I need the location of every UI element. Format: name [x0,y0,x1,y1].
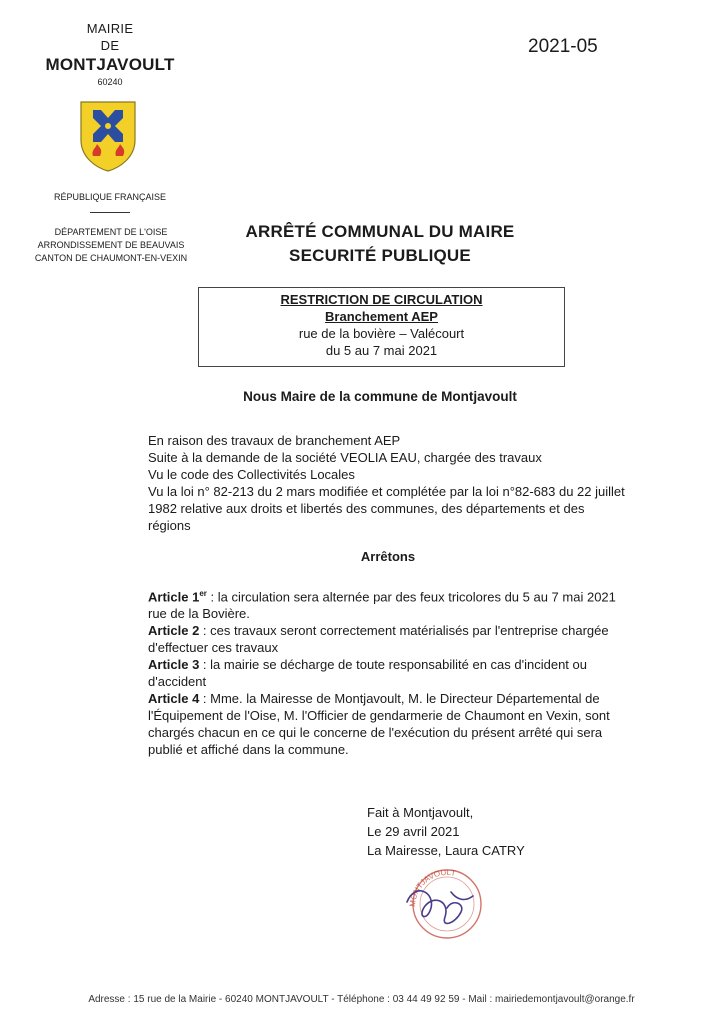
article-text: : ces travaux seront correctement matérialisés par l'entreprise chargée d'effectuer ces travaux [148,623,609,656]
mairie-header [30,20,190,88]
restriction-box [198,287,565,367]
mairie-de-label: DE [100,38,120,53]
page-title: ARRÊTÉ COMMUNAL DU MAIRE [245,222,515,241]
restriction-subheading: Branchement AEP [325,309,438,324]
signature-place: Fait à Montjavoult, [367,805,474,820]
article-4 [148,690,618,758]
considerant-item: En raison des travaux de branchement AEP [148,433,401,448]
restriction-heading: RESTRICTION DE CIRCULATION [280,292,483,307]
considerant-item: Suite à la demande de la société VEOLIA EAU, chargée des travaux [148,450,542,465]
coat-of-arms-icon [79,100,137,172]
signature-name: La Mairesse, Laura CATRY [367,843,525,858]
footer-address: Adresse : 15 rue de la Mairie - 60240 MONTJAVOULT - Téléphone : 03 44 49 92 59 - Mail : mairiedemontjavoult@orange.fr [88,994,635,1005]
arretons-heading: Arrêtons [360,549,416,564]
article-3 [148,656,618,690]
divider [90,212,130,213]
article-text: : la circulation sera alternée par des feux tricolores du 5 au 7 mai 2021 rue de la Bovière. [148,589,616,622]
article-label: Article 2 [148,623,200,639]
admin-block [28,226,194,265]
article-sup: er [199,589,207,598]
restriction-location: rue de la bovière – Valécourt [298,326,465,341]
official-stamp-icon [395,862,495,942]
article-1 [148,585,618,622]
mairie-label: MAIRIE [86,21,134,36]
zip-code: 60240 [97,77,123,87]
signature-date: Le 29 avril 2021 [367,824,460,839]
signature-block [367,803,597,860]
considerants [148,432,628,534]
article-label: Article 3 [148,657,200,673]
page-subtitle: SECURITÉ PUBLIQUE [289,246,471,265]
town-name: MONTJAVOULT [45,55,175,74]
stamp-text: MONTJAVOULT [407,867,457,908]
article-text: : Mme. la Mairesse de Montjavoult, M. le Directeur Départemental de l'Équipement de l'Oise, M. l'Officier de gendarmerie de Chaumont en Vexin, sont chargés chacun en ce qui le concerne de l'exécution du présent arrêté qui sera publié et affiché dans la commune. [148,691,610,758]
article-2 [148,622,618,656]
articles [148,585,618,758]
departement-label: DÉPARTEMENT DE L'OISE [54,227,168,237]
article-text: : la mairie se décharge de toute responsabilité en cas d'incident ou d'accident [148,657,587,690]
considerant-item: Vu le code des Collectivités Locales [148,467,355,482]
intro-line: Nous Maire de la commune de Montjavoult [243,389,517,404]
arrondissement-label: ARRONDISSEMENT DE BEAUVAIS [37,240,185,250]
article-label: Article 4 [148,691,200,707]
considerant-item: Vu la loi n° 82-213 du 2 mars modifiée et complétée par la loi n°82-683 du 22 juillet 1982 relative aux droits et libertés des communes, des départements et des régions [148,484,625,533]
article-label: Article 1 [148,589,200,605]
canton-label: CANTON DE CHAUMONT-EN-VEXIN [34,253,188,263]
restriction-dates: du 5 au 7 mai 2021 [325,343,438,358]
republique-label: RÉPUBLIQUE FRANÇAISE [53,192,167,202]
reference-number: 2021-05 [528,36,598,57]
